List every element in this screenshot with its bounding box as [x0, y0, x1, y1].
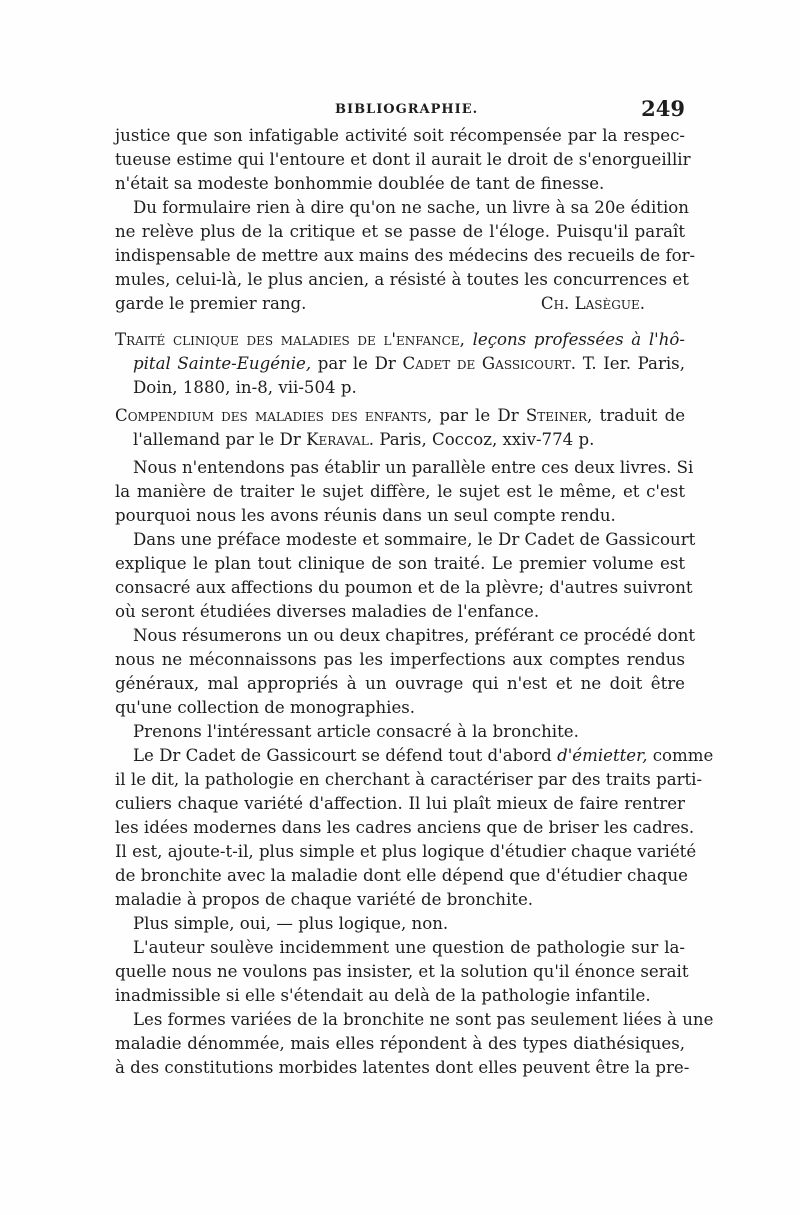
text-line: Du formulaire rien à dire qu'on ne sache, un livre à sa 20e édition	[133, 198, 689, 217]
text-run-italic: d'émietter,	[557, 746, 648, 765]
text-line: culiers chaque variété d'affection. Il lui plaît mieux de faire rentrer	[115, 794, 685, 813]
review-continuation	[115, 124, 696, 316]
ref-text: Paris, Coccoz, xxiv-774 p.	[379, 430, 595, 449]
text-line: à des constitutions morbides latentes dont elles peuvent être la pre-	[115, 1058, 690, 1077]
page-number: 249	[641, 96, 685, 121]
text-line: Doin, 1880, in-8, vii-504 p.	[133, 378, 357, 397]
reference-entry-2	[115, 404, 685, 452]
text-line: où seront étudiées diverses maladies de l'enfance.	[115, 602, 540, 621]
paragraph	[115, 744, 714, 912]
text-line: nous ne méconnaissons pas les imperfections aux comptes rendus	[115, 650, 685, 669]
text-line	[115, 352, 685, 376]
text-line: il le dit, la pathologie en cherchant à caractériser par des traits parti-	[115, 770, 703, 789]
text-line	[115, 428, 685, 452]
text-line: Prenons l'intéressant article consacré à la bronchite.	[133, 722, 579, 741]
reference-entry-1	[115, 328, 685, 400]
running-head: BIBLIOGRAPHIE.	[335, 102, 479, 117]
text-line: Dans une préface modeste et sommaire, le Dr Cadet de Gassicourt	[133, 530, 696, 549]
text-line: explique le plan tout clinique de son traité. Le premier volume est	[115, 554, 685, 573]
ref-title-italic: pital Sainte-Eugénie,	[133, 354, 312, 373]
paragraph	[115, 912, 685, 936]
text-line: maladie dénommée, mais elles répondent à des types diathésiques,	[115, 1034, 685, 1053]
text-line: Plus simple, oui, — plus logique, non.	[133, 914, 449, 933]
ref-author: Cadet de Gassicourt.	[402, 354, 577, 373]
text-line: mules, celui-là, le plus ancien, a résisté à toutes les concurrences et	[115, 270, 689, 289]
paragraph	[115, 720, 685, 744]
page-header	[115, 96, 685, 126]
paragraph	[115, 456, 694, 528]
page-text	[115, 124, 714, 1080]
text-line: généraux, mal appropriés à un ouvrage qui n'est et ne doit être	[115, 674, 685, 693]
text-line: la manière de traiter le sujet diffère, le sujet est le même, et c'est	[115, 482, 685, 501]
ref-author: Steiner,	[525, 406, 593, 425]
ref-title-italic: leçons professées à l'hô-	[472, 330, 685, 349]
text-line	[115, 404, 685, 428]
text-line: Il est, ajoute-t-il, plus simple et plus logique d'étudier chaque variété	[115, 842, 697, 861]
text-line: Nous résumerons un ou deux chapitres, préférant ce procédé dont	[133, 626, 696, 645]
text-line: inadmissible si elle s'étendait au delà de la pathologie infantile.	[115, 986, 651, 1005]
text-line: consacré aux affections du poumon et de la plèvre; d'autres suivront	[115, 578, 693, 597]
paragraph	[115, 936, 689, 1008]
text-run: Le Dr Cadet de Gassicourt se défend tout d'abord	[133, 746, 552, 765]
text-line: L'auteur soulève incidemment une question de pathologie sur la-	[133, 938, 685, 957]
text-line: qu'une collection de monographies.	[115, 698, 416, 717]
text-line: pourquoi nous les avons réunis dans un seul compte rendu.	[115, 506, 616, 525]
text-run: comme	[652, 746, 714, 765]
ref-title: Compendium des maladies des enfants,	[115, 406, 433, 425]
ref-translator: Keraval.	[306, 430, 375, 449]
paragraph	[115, 624, 696, 720]
ref-text: l'allemand par le Dr	[133, 430, 301, 449]
ref-text: traduit de	[599, 406, 686, 425]
text-line	[115, 328, 685, 352]
ref-text: par le Dr	[317, 354, 396, 373]
ref-title: Traité clinique des maladies de l'enfance,	[115, 330, 465, 349]
text-line: Les formes variées de la bronchite ne sont pas seulement liées à une	[133, 1010, 714, 1029]
paragraph	[115, 1008, 714, 1080]
text-line: de bronchite avec la maladie dont elle dépend que d'étudier chaque	[115, 866, 688, 885]
text-line: justice que son infatigable activité soit récompensée par la respec-	[115, 126, 685, 145]
text-line	[115, 292, 685, 316]
text-line: ne relève plus de la critique et se passe de l'éloge. Puisqu'il paraît	[115, 222, 685, 241]
ref-text: T. Ier. Paris,	[582, 354, 685, 373]
last-line-text: garde le premier rang.	[115, 294, 307, 313]
text-line: Nous n'entendons pas établir un parallèle entre ces deux livres. Si	[133, 458, 694, 477]
text-line: quelle nous ne voulons pas insister, et la solution qu'il énonce serait	[115, 962, 689, 981]
text-line	[115, 744, 714, 768]
paragraph	[115, 528, 696, 624]
text-line: indispensable de mettre aux mains des médecins des recueils de for-	[115, 246, 696, 265]
text-line: tueuse estime qui l'entoure et dont il aurait le droit de s'enorgueillir	[115, 150, 691, 169]
ref-text: par le Dr	[439, 406, 519, 425]
signature: Ch. Lasègue.	[540, 294, 645, 313]
text-line: les idées modernes dans les cadres anciens que de briser les cadres.	[115, 818, 695, 837]
text-line: maladie à propos de chaque variété de bronchite.	[115, 890, 534, 909]
text-line: n'était sa modeste bonhommie doublée de tant de finesse.	[115, 174, 605, 193]
